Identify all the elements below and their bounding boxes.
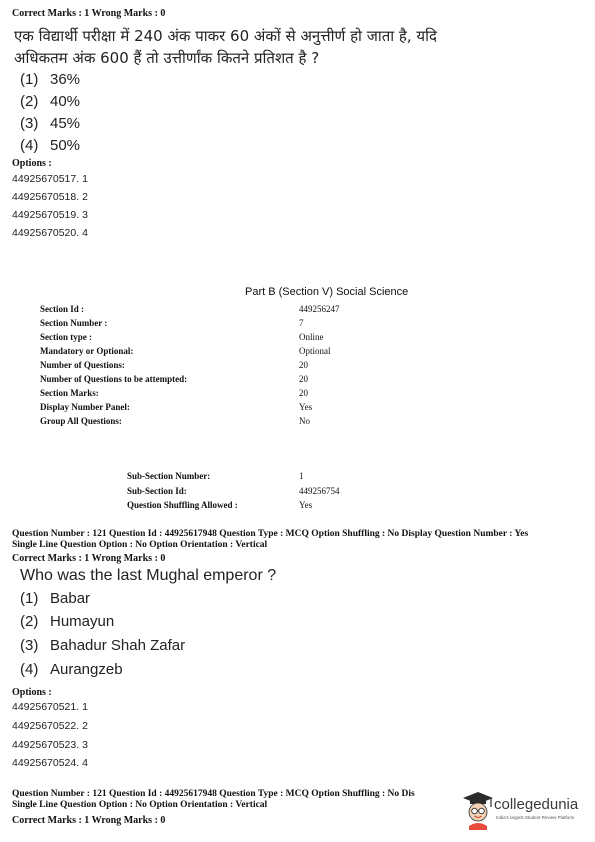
number-of-questions-value: 20 [299, 360, 308, 370]
group-all-questions-value: No [299, 416, 310, 426]
option-text: 50% [50, 137, 81, 154]
q121-option-3 [20, 637, 185, 654]
subsection-id-value: 449256754 [299, 486, 340, 496]
q121-question-text: Who was the last Mughal emperor ? [20, 567, 277, 584]
collegedunia-logo [462, 788, 590, 832]
q121-option-2 [20, 613, 114, 630]
subsection-id-label: Sub-Section Id: [127, 486, 187, 496]
q120-option-1 [20, 71, 80, 88]
q121-repeat-header-line2: Single Line Question Option : No Option Orientation : Vertical [12, 800, 268, 810]
subsection-number-label: Sub-Section Number: [127, 471, 211, 481]
q120-marks: Correct Marks : 1 Wrong Marks : 0 [12, 8, 166, 19]
option-text: Bahadur Shah Zafar [50, 637, 186, 654]
option-text: 36% [50, 71, 81, 88]
section-id-label: Section Id : [40, 304, 85, 314]
q121-option-1 [20, 590, 90, 607]
option-number: (2) [20, 93, 39, 110]
section-marks-label: Section Marks: [40, 388, 99, 398]
q121-repeat-header-line1: Question Number : 121 Question Id : 44925617948 Question Type : MCQ Option Shuffling : No Dis [12, 789, 415, 799]
q121-option-id-1: 44925670521. 1 [12, 701, 88, 713]
q120-text-line1: एक विद्यार्थी परीक्षा में 240 अंक पाकर 60 अंकों से अनुत्तीर्ण हो जाता है, यदि [14, 27, 437, 45]
option-text: 45% [50, 115, 81, 132]
subsection-number-value: 1 [299, 471, 304, 481]
graduate-mascot-icon [462, 790, 494, 830]
q120-option-id-2: 44925670518. 2 [12, 191, 88, 203]
mandatory-value: Optional [299, 346, 331, 356]
number-of-questions-label: Number of Questions: [40, 360, 125, 370]
group-all-questions-label: Group All Questions: [40, 416, 122, 426]
questions-attempted-value: 20 [299, 374, 308, 384]
option-number: (4) [20, 137, 39, 154]
display-number-panel-label: Display Number Panel: [40, 402, 130, 412]
option-text: Aurangzeb [50, 661, 123, 678]
section-marks-value: 20 [299, 388, 308, 398]
option-number: (3) [20, 637, 39, 654]
option-number: (3) [20, 115, 39, 132]
q121-option-id-3: 44925670523. 3 [12, 739, 88, 751]
option-number: (1) [20, 71, 39, 88]
section-type-value: Online [299, 332, 324, 342]
q120-option-id-4: 44925670520. 4 [12, 227, 88, 239]
q121-option-id-2: 44925670522. 2 [12, 720, 88, 732]
questions-attempted-label: Number of Questions to be attempted: [40, 374, 188, 384]
q121-header-line1: Question Number : 121 Question Id : 44925617948 Question Type : MCQ Option Shuffling : No Display Question Number : Yes [12, 529, 529, 539]
option-number: (1) [20, 590, 39, 607]
q120-text-line2: अधिकतम अंक 600 हैं तो उत्तीर्णांक कितने प्रतिशत है ? [14, 49, 320, 67]
q121-marks: Correct Marks : 1 Wrong Marks : 0 [12, 553, 166, 564]
display-number-panel-value: Yes [299, 402, 313, 412]
section-id-value: 449256247 [299, 304, 340, 314]
section-type-label: Section type : [40, 332, 92, 342]
option-number: (4) [20, 661, 39, 678]
q120-option-3 [20, 115, 80, 132]
logo-tagline: India's largest Student Review Platform [496, 815, 575, 820]
option-text: Babar [50, 590, 91, 607]
q120-option-2 [20, 93, 80, 110]
option-text: Humayun [50, 613, 115, 630]
q120-option-4 [20, 137, 80, 154]
q121-option-id-4: 44925670524. 4 [12, 757, 88, 769]
q120-options-label: Options : [12, 158, 52, 169]
section-number-value: 7 [299, 318, 304, 328]
question-shuffling-value: Yes [299, 500, 313, 510]
q120-option-id-1: 44925670517. 1 [12, 173, 88, 185]
logo-name: collegedunia [494, 796, 579, 813]
mandatory-label: Mandatory or Optional: [40, 346, 134, 356]
option-number: (2) [20, 613, 39, 630]
option-text: 40% [50, 93, 81, 110]
q121-option-4 [20, 661, 123, 678]
section-title: Part B (Section V) Social Science [245, 286, 409, 298]
question-shuffling-label: Question Shuffling Allowed : [127, 500, 238, 510]
section-number-label: Section Number : [40, 318, 108, 328]
q121-header-line2: Single Line Question Option : No Option Orientation : Vertical [12, 540, 268, 550]
q121-repeat-marks: Correct Marks : 1 Wrong Marks : 0 [12, 815, 166, 826]
q120-option-id-3: 44925670519. 3 [12, 209, 88, 221]
q121-options-label: Options : [12, 687, 52, 698]
